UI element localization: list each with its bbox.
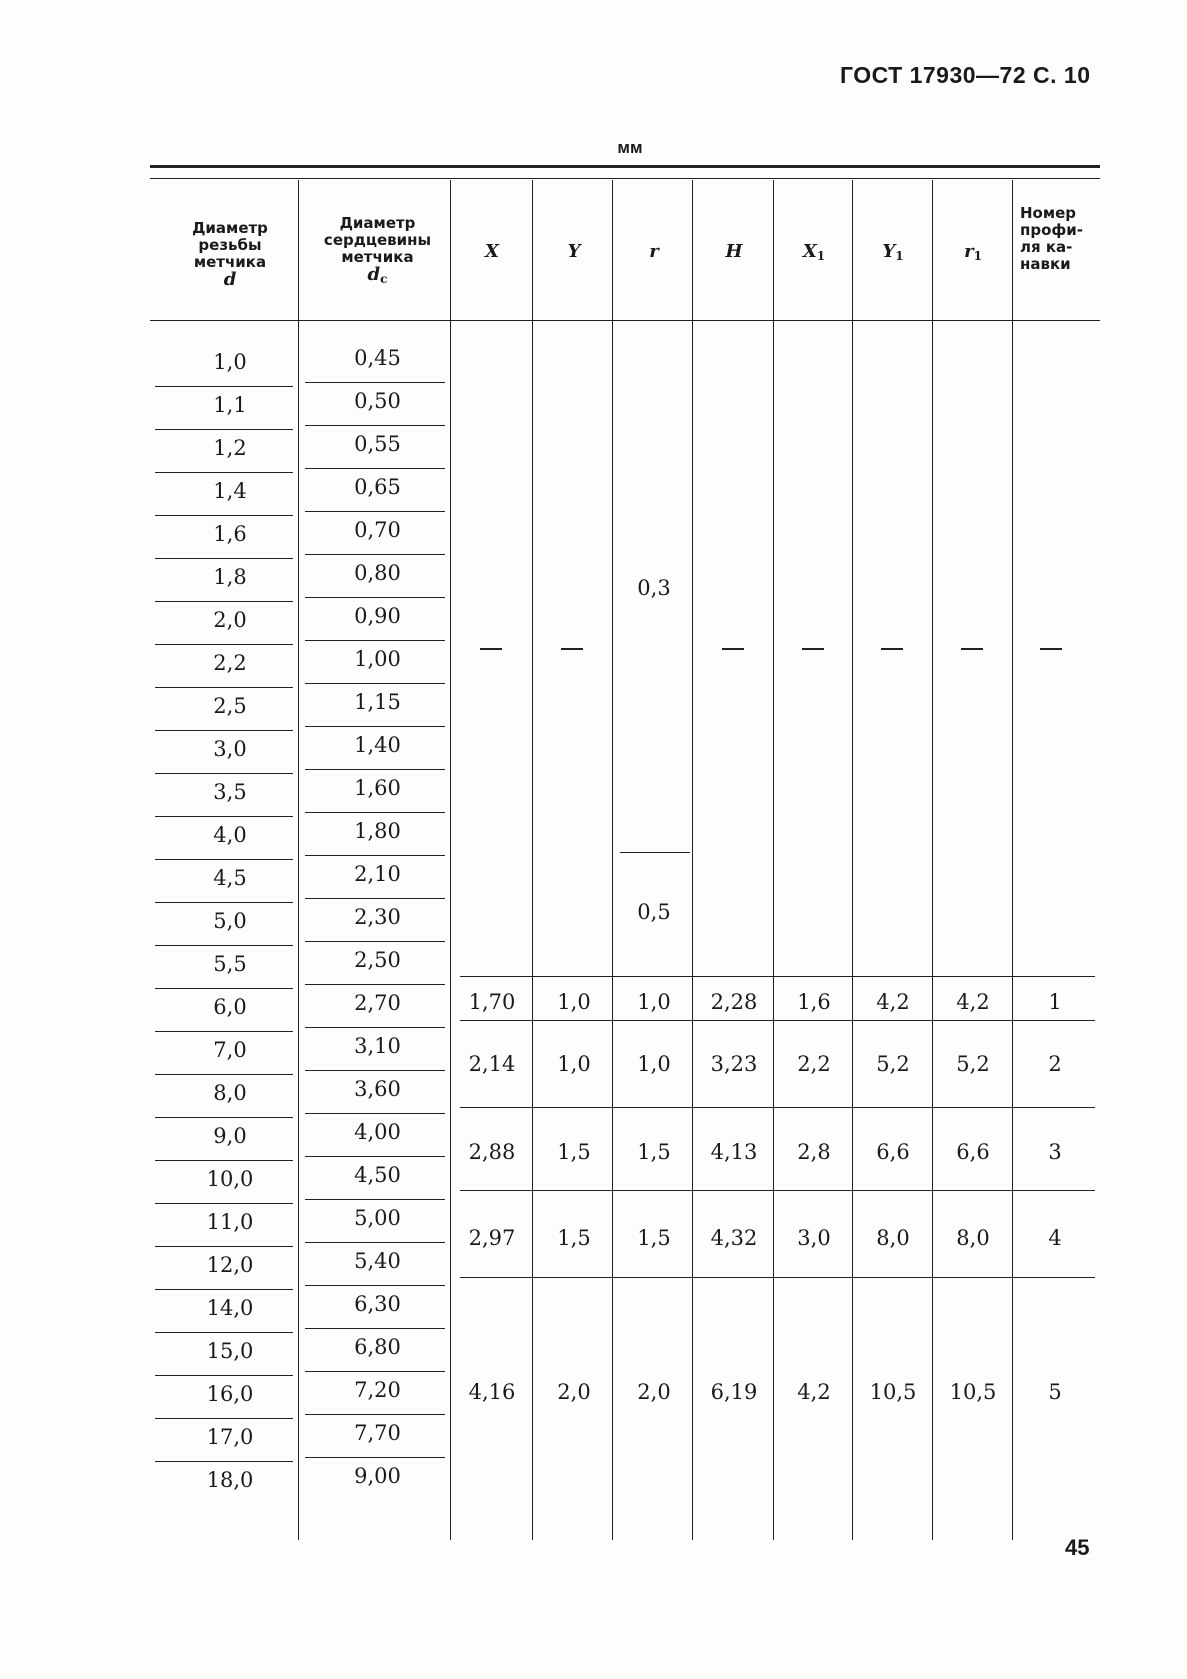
header-subscript: 1 xyxy=(816,249,826,263)
cell-y1: 6,6 xyxy=(876,1140,910,1164)
cell-h: 4,32 xyxy=(710,1226,758,1250)
header-x1 xyxy=(776,243,852,265)
row-separator xyxy=(305,898,445,899)
cell-y1: 5,2 xyxy=(876,1052,910,1076)
group-separator xyxy=(460,976,1095,977)
cell-profile: 1 xyxy=(1048,990,1062,1014)
row-separator xyxy=(305,1113,445,1114)
cell-dc: 0,45 xyxy=(354,346,401,370)
row-separator xyxy=(305,769,445,770)
row-separator xyxy=(155,773,293,774)
cell-dc: 0,90 xyxy=(354,604,401,628)
column-divider xyxy=(932,180,933,1540)
row-separator xyxy=(155,472,293,473)
cell-dc: 0,65 xyxy=(354,475,401,499)
cell-h: 4,13 xyxy=(710,1140,758,1164)
row-separator xyxy=(305,1328,445,1329)
cell-profile: 3 xyxy=(1048,1140,1062,1164)
row-separator xyxy=(305,683,445,684)
cell-dc: 0,55 xyxy=(354,432,401,456)
cell-d: 6,0 xyxy=(213,995,247,1019)
group-separator xyxy=(460,1190,1095,1191)
row-separator xyxy=(305,1070,445,1071)
cell-r: 1,5 xyxy=(637,1140,671,1164)
row-separator xyxy=(155,816,293,817)
row-separator xyxy=(155,687,293,688)
row-separator xyxy=(305,1371,445,1372)
cell-y: 1,0 xyxy=(557,990,591,1014)
cell-d: 18,0 xyxy=(206,1468,254,1492)
cell-r1: 8,0 xyxy=(956,1226,990,1250)
row-separator xyxy=(155,902,293,903)
row-separator xyxy=(305,468,445,469)
cell-d: 2,0 xyxy=(213,608,247,632)
column-divider xyxy=(773,180,774,1540)
header-symbol: d xyxy=(223,269,237,290)
dash-r1 xyxy=(961,648,983,650)
header-profile xyxy=(1020,205,1100,273)
header-r1 xyxy=(935,243,1011,265)
header-subscript: c xyxy=(380,272,388,286)
cell-x1: 2,2 xyxy=(797,1052,831,1076)
dash-x xyxy=(480,648,502,650)
group-separator xyxy=(460,1020,1095,1021)
row-separator xyxy=(305,1285,445,1286)
header-d xyxy=(165,220,295,288)
group-separator xyxy=(460,1107,1095,1108)
cell-x: 1,70 xyxy=(468,990,516,1014)
row-separator xyxy=(305,941,445,942)
row-separator xyxy=(305,597,445,598)
cell-d: 17,0 xyxy=(206,1425,254,1449)
cell-r: 1,5 xyxy=(637,1226,671,1250)
dash-h xyxy=(722,648,744,650)
cell-d: 1,8 xyxy=(213,565,247,589)
cell-r: 1,0 xyxy=(637,1052,671,1076)
cell-h: 3,23 xyxy=(710,1052,758,1076)
row-separator xyxy=(155,558,293,559)
header-line: профи- xyxy=(1020,221,1084,239)
cell-x: 2,14 xyxy=(468,1052,516,1076)
cell-dc: 7,70 xyxy=(354,1421,401,1445)
cell-dc: 2,70 xyxy=(354,991,401,1015)
cell-d: 1,1 xyxy=(213,393,247,417)
row-separator xyxy=(305,511,445,512)
cell-d: 11,0 xyxy=(206,1210,254,1234)
cell-d: 14,0 xyxy=(206,1296,254,1320)
cell-d: 1,0 xyxy=(213,350,247,374)
cell-d: 9,0 xyxy=(213,1124,247,1148)
row-separator xyxy=(155,945,293,946)
row-separator xyxy=(155,1375,293,1376)
cell-r1: 5,2 xyxy=(956,1052,990,1076)
row-separator xyxy=(305,640,445,641)
dash-x1 xyxy=(802,648,824,650)
header-y: Y xyxy=(567,241,581,262)
row-separator xyxy=(155,1332,293,1333)
row-separator xyxy=(155,644,293,645)
cell-r-small: 0,5 xyxy=(637,900,671,924)
column-divider xyxy=(450,180,451,1540)
cell-r1: 6,6 xyxy=(956,1140,990,1164)
header-subscript: 1 xyxy=(895,249,904,263)
row-separator xyxy=(305,984,445,985)
row-separator xyxy=(305,1027,445,1028)
cell-dc: 1,60 xyxy=(354,776,401,800)
header-h: H xyxy=(725,241,743,262)
dash-profile xyxy=(1040,648,1062,650)
row-separator xyxy=(155,1461,293,1462)
column-divider xyxy=(692,180,693,1540)
cell-dc: 0,50 xyxy=(354,389,401,413)
cell-r-small: 0,3 xyxy=(637,576,671,600)
cell-y1: 4,2 xyxy=(876,990,910,1014)
header-dc xyxy=(310,215,445,288)
cell-d: 3,0 xyxy=(213,737,247,761)
cell-dc: 6,80 xyxy=(354,1335,401,1359)
row-separator xyxy=(155,1289,293,1290)
header-symbol-base: d xyxy=(367,264,381,285)
row-separator xyxy=(155,1203,293,1204)
header-subscript: 1 xyxy=(973,249,982,263)
header-line: сердцевины xyxy=(323,231,432,249)
row-separator xyxy=(305,1457,445,1458)
cell-d: 12,0 xyxy=(206,1253,254,1277)
header-line: ля ка- xyxy=(1020,238,1073,256)
header-symbol-base: r xyxy=(964,241,974,262)
cell-profile: 2 xyxy=(1048,1052,1062,1076)
header-line: Диаметр xyxy=(339,214,416,232)
row-separator xyxy=(155,1031,293,1032)
cell-d: 1,2 xyxy=(213,436,247,460)
cell-dc: 5,40 xyxy=(354,1249,401,1273)
cell-d: 10,0 xyxy=(206,1167,254,1191)
cell-dc: 6,30 xyxy=(354,1292,401,1316)
cell-y: 1,5 xyxy=(557,1226,591,1250)
cell-dc: 2,10 xyxy=(354,862,401,886)
row-separator xyxy=(155,1160,293,1161)
header-line: Номер xyxy=(1020,204,1077,222)
cell-d: 4,0 xyxy=(213,823,247,847)
cell-dc: 7,20 xyxy=(354,1378,401,1402)
cell-dc: 2,50 xyxy=(354,948,401,972)
row-separator xyxy=(155,1246,293,1247)
column-divider xyxy=(612,180,613,1540)
dash-y1 xyxy=(881,648,903,650)
row-separator xyxy=(155,1117,293,1118)
cell-dc: 9,00 xyxy=(354,1464,401,1488)
cell-d: 16,0 xyxy=(206,1382,254,1406)
cell-y: 2,0 xyxy=(557,1380,591,1404)
row-separator xyxy=(155,859,293,860)
cell-dc: 5,00 xyxy=(354,1206,401,1230)
cell-d: 2,2 xyxy=(213,651,247,675)
row-separator xyxy=(305,1242,445,1243)
row-separator xyxy=(305,382,445,383)
cell-dc: 4,00 xyxy=(354,1120,401,1144)
cell-r1: 10,5 xyxy=(949,1380,997,1404)
column-divider xyxy=(1012,180,1013,1540)
header-line: метчика xyxy=(193,253,267,271)
cell-y: 1,0 xyxy=(557,1052,591,1076)
cell-dc: 0,80 xyxy=(354,561,401,585)
document-reference: ГОСТ 17930—72 С. 10 xyxy=(840,62,1091,88)
header-symbol xyxy=(310,266,445,288)
cell-y: 1,5 xyxy=(557,1140,591,1164)
row-separator xyxy=(305,1199,445,1200)
cell-x: 4,16 xyxy=(468,1380,516,1404)
cell-y1: 8,0 xyxy=(876,1226,910,1250)
row-separator xyxy=(305,855,445,856)
cell-dc: 1,80 xyxy=(354,819,401,843)
header-y1 xyxy=(855,243,931,265)
row-separator xyxy=(155,515,293,516)
row-separator xyxy=(305,726,445,727)
row-separator xyxy=(155,1418,293,1419)
column-divider xyxy=(298,180,299,1540)
header-x: X xyxy=(485,241,499,262)
cell-r1: 4,2 xyxy=(956,990,990,1014)
cell-h: 2,28 xyxy=(710,990,758,1014)
cell-x1: 2,8 xyxy=(797,1140,831,1164)
cell-y1: 10,5 xyxy=(869,1380,917,1404)
cell-d: 5,5 xyxy=(213,952,247,976)
header-line: Диаметр xyxy=(192,219,268,237)
group-separator xyxy=(460,1277,1095,1278)
column-divider xyxy=(532,180,533,1540)
header-line: резьбы xyxy=(198,236,262,254)
row-separator xyxy=(155,601,293,602)
header-symbol-base: Y xyxy=(882,241,896,262)
cell-dc: 2,30 xyxy=(354,905,401,929)
cell-d: 5,0 xyxy=(213,909,247,933)
row-separator xyxy=(155,730,293,731)
row-separator xyxy=(155,1074,293,1075)
table-top-border xyxy=(150,165,1100,168)
cell-x1: 4,2 xyxy=(797,1380,831,1404)
cell-profile: 4 xyxy=(1048,1226,1062,1250)
header-line: навки xyxy=(1020,255,1071,273)
cell-profile: 5 xyxy=(1048,1380,1062,1404)
cell-d: 15,0 xyxy=(206,1339,254,1363)
header-line: метчика xyxy=(341,248,414,266)
unit-label: мм xyxy=(617,138,643,157)
cell-x1: 3,0 xyxy=(797,1226,831,1250)
cell-dc: 0,70 xyxy=(354,518,401,542)
cell-x1: 1,6 xyxy=(797,990,831,1014)
row-separator xyxy=(305,554,445,555)
cell-r: 2,0 xyxy=(637,1380,671,1404)
row-separator xyxy=(305,425,445,426)
cell-d: 3,5 xyxy=(213,780,247,804)
cell-d: 1,6 xyxy=(213,522,247,546)
cell-dc: 1,40 xyxy=(354,733,401,757)
row-separator xyxy=(305,1414,445,1415)
cell-d: 1,4 xyxy=(213,479,247,503)
cell-dc: 3,60 xyxy=(354,1077,401,1101)
header-bottom-border xyxy=(150,320,1100,321)
row-separator xyxy=(155,386,293,387)
cell-d: 2,5 xyxy=(213,694,247,718)
cell-dc: 1,15 xyxy=(354,690,401,714)
r-separator xyxy=(620,852,690,853)
cell-x: 2,88 xyxy=(468,1140,516,1164)
column-divider xyxy=(852,180,853,1540)
cell-dc: 3,10 xyxy=(354,1034,401,1058)
cell-x: 2,97 xyxy=(468,1226,516,1250)
cell-d: 4,5 xyxy=(213,866,247,890)
cell-r: 1,0 xyxy=(637,990,671,1014)
row-separator xyxy=(305,1156,445,1157)
row-separator xyxy=(155,988,293,989)
cell-d: 8,0 xyxy=(213,1081,247,1105)
cell-dc: 1,00 xyxy=(354,647,401,671)
row-separator xyxy=(305,812,445,813)
cell-dc: 4,50 xyxy=(354,1163,401,1187)
header-symbol-base: X xyxy=(802,241,817,262)
table-header-border xyxy=(150,178,1100,179)
cell-d: 7,0 xyxy=(213,1038,247,1062)
header-r: r xyxy=(649,241,659,262)
cell-h: 6,19 xyxy=(710,1380,758,1404)
page-number: 45 xyxy=(1065,1535,1090,1560)
row-separator xyxy=(155,429,293,430)
dash-y xyxy=(561,648,583,650)
